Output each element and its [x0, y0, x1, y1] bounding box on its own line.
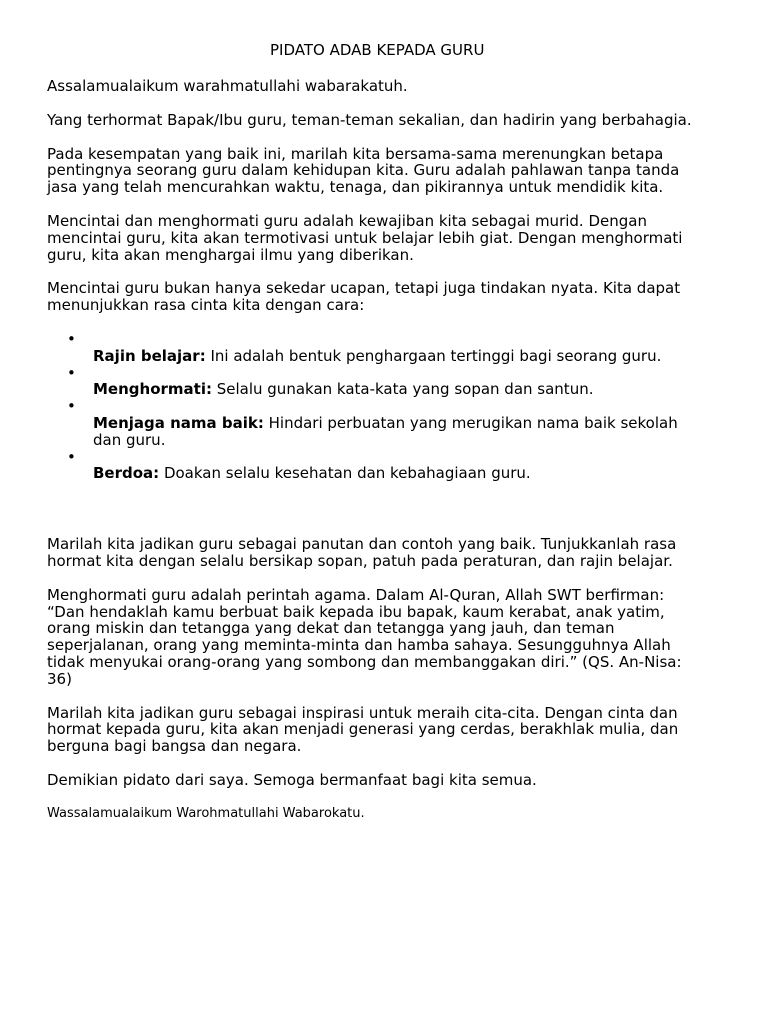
- conclusion-paragraph: Demikian pidato dari saya. Semoga bermanfaat bagi kita semua.: [47, 770, 537, 789]
- list-item: [47, 398, 727, 448]
- duty-paragraph: Mencintai dan menghormati guru adalah kewajiban kita sebagai murid. Dengan mencintai guru, kita akan termotivasi untuk belajar lebih giat. Dengan menghormati guru, kita akan menghargai ilmu yang diberikan.: [47, 211, 683, 264]
- bullet-icon: •: [67, 397, 76, 416]
- address-paragraph: Yang terhormat Bapak/Ibu guru, teman-teman sekalian, dan hadirin yang berbahagia.: [47, 110, 692, 129]
- list-item-text: Hindari perbuatan yang merugikan nama baik sekolah dan guru.: [93, 413, 678, 449]
- list-item-text: Ini adalah bentuk penghargaan tertinggi bagi seorang guru.: [205, 346, 662, 365]
- quran-paragraph: Menghormati guru adalah perintah agama. Dalam Al-Quran, Allah SWT berfirman: “Dan hendaklah kamu berbuat baik kepada ibu bapak, kaum kerabat, anak yatim, orang miskin dan tetangga yang dekat dan tetangga yang jauh, dan teman seperjalanan, orang yang meminta-minta dan hamba sahaya. Sesungguhnya Allah tidak menyukai orang-orang yang sombong dan membanggakan diri.” (QS. An-Nisa: 36): [47, 585, 682, 688]
- list-item-term: Rajin belajar:: [93, 346, 206, 365]
- bullet-icon: •: [67, 329, 76, 348]
- list-item: [47, 365, 727, 399]
- list-item-term: Berdoa:: [93, 464, 160, 483]
- list-item: [47, 331, 727, 365]
- list-item-text: Selalu gunakan kata-kata yang sopan dan santun.: [211, 380, 594, 399]
- document-page: [47, 42, 727, 822]
- closing-salutation: Wassalamualaikum Warohmatullahi Wabarokatu.: [47, 805, 365, 821]
- page-title: PIDATO ADAB KEPADA GURU: [270, 41, 485, 59]
- action-paragraph: Mencintai guru bukan hanya sekedar ucapan, tetapi juga tindakan nyata. Kita dapat menunjukkan rasa cinta kita dengan cara:: [47, 279, 681, 315]
- list-item-term: Menjaga nama baik:: [93, 413, 264, 432]
- list-item-text: Doakan selalu kesehatan dan kebahagiaan guru.: [159, 464, 531, 483]
- bullet-icon: •: [67, 447, 76, 466]
- list-item: [47, 449, 727, 483]
- bullet-icon: •: [67, 363, 76, 382]
- bullet-list: [47, 331, 727, 482]
- inspiration-paragraph: Marilah kita jadikan guru sebagai inspirasi untuk meraih cita-cita. Dengan cinta dan hormat kepada guru, kita akan menjadi generasi yang cerdas, berakhlak mulia, dan berguna bagi bangsa dan negara.: [47, 703, 679, 756]
- intro-paragraph: Pada kesempatan yang baik ini, marilah kita bersama-sama merenungkan betapa pentingnya seorang guru dalam kehidupan kita. Guru adalah pahlawan tanpa tanda jasa yang telah mencurahkan waktu, tenaga, dan pikirannya untuk mendidik kita.: [47, 144, 680, 197]
- greeting-paragraph: Assalamualaikum warahmatullahi wabarakatuh.: [47, 77, 408, 95]
- role-model-paragraph: Marilah kita jadikan guru sebagai panutan dan contoh yang baik. Tunjukkanlah rasa hormat kita dengan selalu bersikap sopan, patuh pada peraturan, dan rajin belajar.: [47, 535, 677, 570]
- list-item-term: Menghormati:: [93, 380, 212, 399]
